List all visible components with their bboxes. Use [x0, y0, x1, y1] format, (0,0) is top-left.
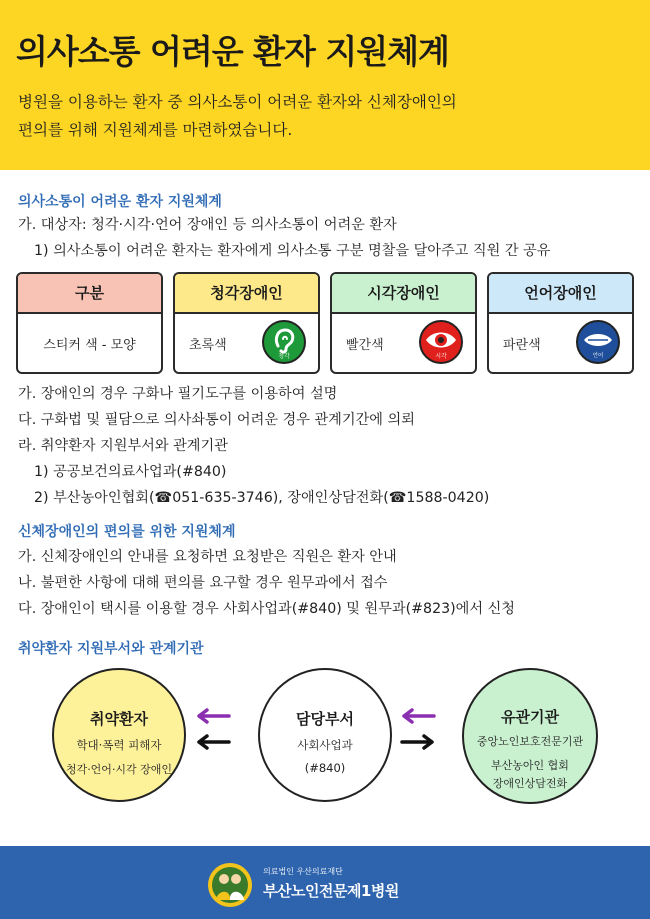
page-title: 의사소통 어려운 환자 지원체계	[16, 32, 449, 71]
support-dept-item-1: 1) 공공보건의료사업과(#840)	[34, 464, 227, 480]
circle-line: 중앙노인보호전문기관	[476, 735, 584, 748]
card-body	[332, 314, 475, 372]
header-subtitle	[18, 88, 638, 144]
card-speech	[487, 272, 634, 374]
nametag-line: 1) 의사소통이 어려운 환자는 환자에게 의사소통 구분 명찰을 달아주고 직원 간 공유	[34, 243, 551, 259]
card-category	[16, 272, 163, 374]
ear-icon-label: 청각	[278, 353, 290, 360]
complaint-line: 나. 불편한 사항에 대해 편의를 요구할 경우 원무과에서 접수	[18, 575, 388, 591]
subtitle-line-2: 편의를 위해 지원체계를 마련하였습니다.	[18, 121, 293, 139]
target-line: 가. 대상자: 청각·시각·언어 장애인 등 의사소통이 어려운 환자	[18, 217, 397, 233]
card-body	[489, 314, 632, 372]
card-hearing	[173, 272, 320, 374]
card-head: 구분	[18, 274, 161, 314]
circle-line: 장애인상담전화	[492, 777, 568, 790]
eye-icon-label: 시각	[435, 353, 447, 360]
section-title-communication: 의사소통이 어려운 환자 지원체계	[18, 194, 222, 210]
referral-line: 다. 구화법 및 필담으로 의사솨통이 어려운 경우 관계기간에 의뢰	[18, 412, 415, 428]
circle-vulnerable-patients	[52, 668, 186, 802]
support-dept-item-2: 2) 부산농아인협회(☎051-635-3746), 장애인상담전화(☎1588-0420)	[34, 490, 490, 506]
card-body	[175, 314, 318, 372]
foundation-name: 의료법인 우산의료재단	[263, 867, 343, 876]
card-head: 청각장애인	[175, 274, 318, 314]
circle-line: 부산농아인 협회	[491, 759, 569, 772]
card-head: 시각장애인	[332, 274, 475, 314]
disability-sticker-table	[16, 272, 634, 374]
support-dept-line: 라. 취약환자 지원부서와 관계기관	[18, 438, 228, 454]
circle-title: 취약환자	[90, 710, 148, 728]
explain-line: 가. 장애인의 경우 구화나 필기도구를 이용하여 설명	[18, 386, 338, 402]
card-label: 파란색	[503, 338, 541, 353]
section-title-support: 취약환자 지원부서와 관계기관	[18, 641, 204, 657]
circle-title: 유관기관	[501, 708, 559, 726]
circle-line: (#840)	[304, 761, 346, 775]
mouth-icon-label: 언어	[592, 353, 604, 359]
hospital-name: 부산노인전문제1병원	[263, 882, 399, 900]
circle-title: 담당부서	[296, 710, 354, 728]
card-label: 초록색	[189, 338, 227, 353]
card-label: 빨간색	[346, 338, 384, 353]
footer-bar	[0, 846, 650, 919]
subtitle-line-1: 병원을 이용하는 환자 중 의사소통이 어려운 환자와 신체장애인의	[18, 93, 457, 111]
ear-icon	[262, 320, 306, 364]
card-label: 스티커 색 - 모양	[43, 338, 136, 353]
mouth-icon	[576, 320, 620, 364]
arrow-left-purple-icon	[193, 708, 233, 724]
arrow-left-black-icon	[193, 734, 233, 750]
header-banner	[0, 0, 650, 170]
arrow-left-purple-icon	[398, 708, 438, 724]
circle-related-agencies	[462, 668, 598, 804]
card-head: 언어장애인	[489, 274, 632, 314]
arrow-right-black-icon	[398, 734, 438, 750]
circle-line: 청각·언어·시각 장애인	[65, 763, 173, 776]
guide-line: 가. 신체장애인의 안내를 요청하면 요청받은 직원은 환자 안내	[18, 549, 397, 565]
eye-icon	[419, 320, 463, 364]
taxi-line: 다. 장애인이 택시를 이용할 경우 사회사업과(#840) 및 원무과(#823)에서 신청	[18, 601, 515, 617]
card-body	[18, 314, 161, 372]
circle-department	[258, 668, 392, 802]
hospital-logo-icon	[207, 862, 253, 908]
card-visual	[330, 272, 477, 374]
section-title-physical: 신체장애인의 편의를 위한 지원체계	[18, 524, 236, 540]
circle-line: 학대·폭력 피해자	[76, 738, 162, 752]
circle-line: 사회사업과	[297, 738, 353, 752]
